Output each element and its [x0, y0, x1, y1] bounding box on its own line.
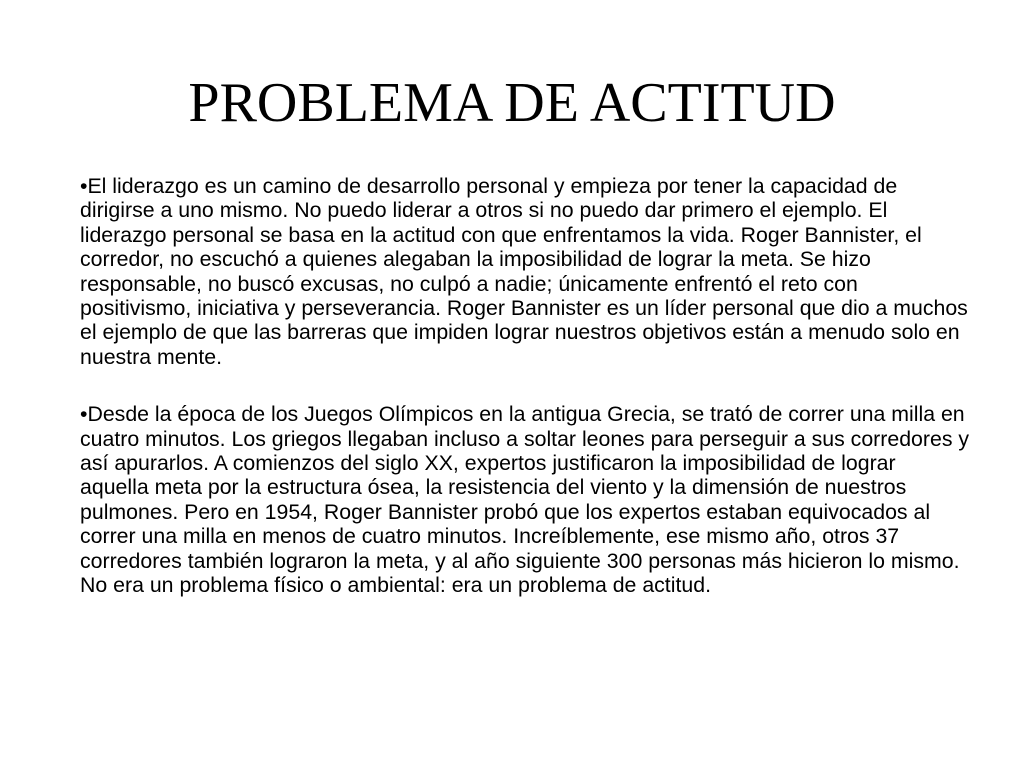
slide-body	[80, 174, 970, 598]
slide-title: PROBLEMA DE ACTITUD	[188, 72, 836, 134]
paragraph-2: •Desde la época de los Juegos Olímpicos en la antigua Grecia, se trató de correr una milla en cuatro minutos. Los griegos llegaban incluso a soltar leones para perseguir a sus corredores y así apurarlos. A comienzos del siglo XX, expertos justificaron la imposibilidad de lograr aquella meta por la estructura ósea, la resistencia del viento y la dimensión de nuestros pulmones. Pero en 1954, Roger Bannister probó que los expertos estaban equivocados al correr una milla en menos de cuatro minutos. Increíblemente, ese mismo año, otros 37 corredores también lograron la meta, y al año siguiente 300 personas más hicieron lo mismo. No era un problema físico o ambiental: era un problema de actitud.	[80, 402, 970, 598]
paragraph-1: •El liderazgo es un camino de desarrollo personal y empieza por tener la capacidad de dirigirse a uno mismo. No puedo liderar a otros si no puedo dar primero el ejemplo. El liderazgo personal se basa en la actitud con que enfrentamos la vida. Roger Bannister, el corredor, no escuchó a quienes alegaban la imposibilidad de lograr la meta. Se hizo responsable, no buscó excusas, no culpó a nadie; únicamente enfrentó el reto con positivismo, iniciativa y perseverancia. Roger Bannister es un líder personal que dio a muchos el ejemplo de que las barreras que impiden lograr nuestros objetivos están a menudo solo en nuestra mente.	[80, 174, 968, 369]
